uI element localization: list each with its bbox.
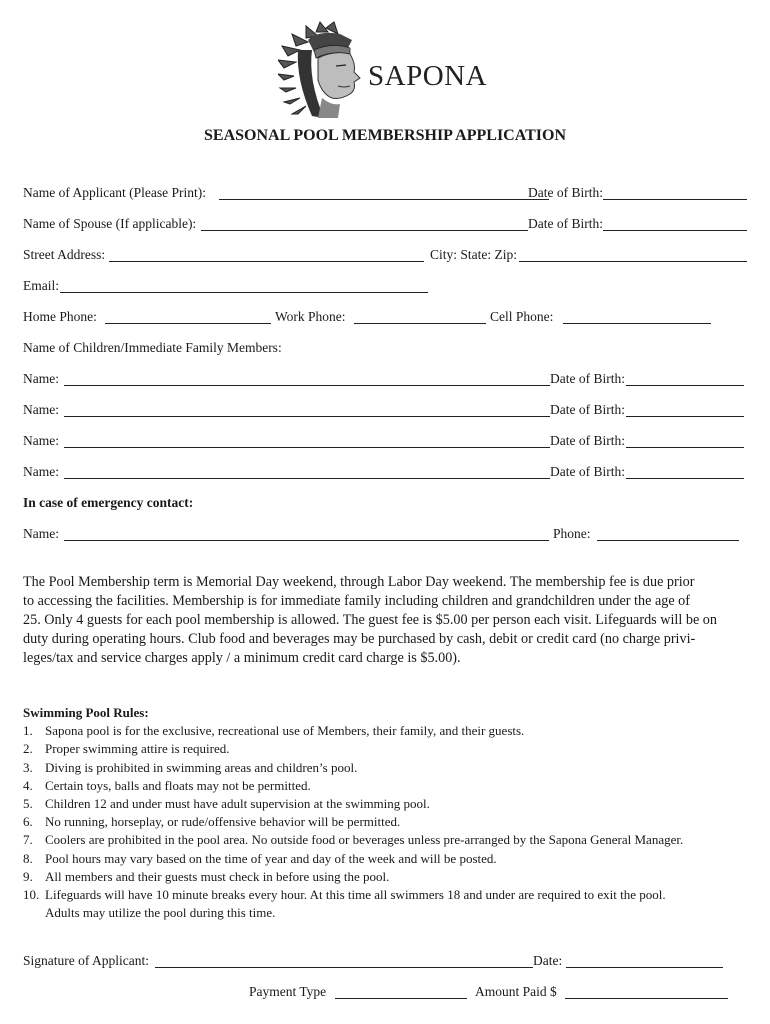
spouse-dob-label: Date of Birth: [528, 216, 603, 231]
rules-title: Swimming Pool Rules: [23, 705, 149, 720]
pool-rules [23, 704, 753, 922]
children-heading: Name of Children/Immediate Family Members: [23, 340, 282, 355]
children-heading-row [23, 340, 748, 360]
rule-item: 7. Coolers are prohibited in the pool area. No outside food or beverages unless pre-arranged by the Sapona General Manager. [23, 832, 684, 848]
emergency-heading-row [23, 495, 748, 515]
rule-item: 4. Certain toys, balls and floats may not be permitted. [23, 777, 311, 793]
child-dob-field[interactable] [626, 433, 744, 448]
child-dob-label: Date of Birth: [550, 402, 625, 417]
child-dob-field[interactable] [626, 402, 744, 417]
work-phone-field[interactable] [354, 309, 486, 324]
rule-item: 2. Proper swimming attire is required. [23, 741, 230, 757]
emergency-row [23, 526, 748, 546]
child-dob-label: Date of Birth: [550, 371, 625, 386]
child-row [23, 433, 748, 453]
child-name-label: Name: [23, 371, 59, 386]
address-row [23, 247, 748, 267]
spouse-name-field[interactable] [201, 216, 528, 231]
applicant-dob-field[interactable] [603, 185, 747, 200]
headdress-chief-icon [278, 20, 370, 122]
phone-row [23, 309, 748, 329]
child-dob-label: Date of Birth: [550, 433, 625, 448]
payment-type-field[interactable] [335, 984, 467, 999]
city-state-zip-field[interactable] [519, 247, 747, 262]
email-row [23, 278, 748, 298]
rule-item: 6. No running, horseplay, or rude/offensive behavior will be permitted. [23, 814, 401, 830]
emergency-name-field[interactable] [64, 526, 549, 541]
applicant-row [23, 185, 748, 205]
child-name-field[interactable] [64, 402, 550, 417]
rules-list [23, 722, 753, 922]
rule-item: 10. Lifeguards will have 10 minute breaks every hour. At this time all swimmers 18 and under are required to exit the pool. [23, 887, 666, 903]
emergency-heading: In case of emergency contact: [23, 495, 194, 510]
rule-item: 5. Children 12 and under must have adult supervision at the swimming pool. [23, 796, 430, 812]
signature-field[interactable] [155, 953, 533, 968]
child-name-label: Name: [23, 402, 59, 417]
emergency-name-label: Name: [23, 526, 59, 541]
street-field[interactable] [109, 247, 424, 262]
child-name-field[interactable] [64, 371, 550, 386]
child-name-field[interactable] [64, 433, 550, 448]
child-dob-field[interactable] [626, 371, 744, 386]
membership-line: 25. Only 4 guests for each pool membership is allowed. The guest fee is $5.00 per person each visit. Lifeguards will be on [23, 612, 717, 628]
page-title: SEASONAL POOL MEMBERSHIP APPLICATION [204, 127, 566, 144]
rule-item: 8. Pool hours may vary based on the time of year and day of the week and will be posted. [23, 850, 497, 866]
street-label: Street Address: [23, 247, 106, 262]
home-phone-label: Home Phone: [23, 309, 97, 324]
signature-date-label: Date: [533, 953, 563, 968]
emergency-phone-field[interactable] [597, 526, 739, 541]
city-state-zip-label: City: State: Zip: [430, 247, 517, 262]
child-name-label: Name: [23, 433, 59, 448]
payment-type-label: Payment Type [249, 984, 327, 999]
rule-item: 3. Diving is prohibited in swimming areas and children’s pool. [23, 759, 358, 775]
child-row [23, 464, 748, 484]
membership-terms [23, 573, 748, 668]
amount-paid-field[interactable] [565, 984, 728, 999]
home-phone-field[interactable] [105, 309, 271, 324]
applicant-dob-label: Date of Birth: [528, 185, 603, 200]
applicant-name-field[interactable] [219, 185, 549, 200]
rule-item: Adults may utilize the pool during this time. [45, 905, 276, 921]
membership-line: duty during operating hours. Club food and beverages may be purchased by cash, debit or credit card (no charge privi- [23, 631, 696, 647]
child-row [23, 371, 748, 391]
child-name-label: Name: [23, 464, 59, 479]
rule-item: 9. All members and their guests must check in before using the pool. [23, 868, 390, 884]
spouse-row [23, 216, 748, 236]
child-dob-label: Date of Birth: [550, 464, 625, 479]
membership-line: to accessing the facilities. Membership is for immediate family including children and grandchildren under the age of [23, 593, 690, 609]
email-label: Email: [23, 278, 59, 293]
cell-phone-label: Cell Phone: [490, 309, 554, 324]
child-dob-field[interactable] [626, 464, 744, 479]
spouse-label: Name of Spouse (If applicable): [23, 216, 197, 231]
spouse-dob-field[interactable] [603, 216, 747, 231]
signature-row [23, 953, 748, 973]
child-row [23, 402, 748, 422]
signature-date-field[interactable] [566, 953, 723, 968]
rule-item: 1. Sapona pool is for the exclusive, recreational use of Members, their family, and their guests. [23, 723, 525, 739]
payment-row [23, 984, 748, 1004]
email-field[interactable] [60, 278, 428, 293]
membership-line: The Pool Membership term is Memorial Day weekend, through Labor Day weekend. The membership fee is due prior [23, 574, 695, 590]
brand-name: SAPONA [368, 60, 488, 92]
work-phone-label: Work Phone: [275, 309, 346, 324]
amount-paid-label: Amount Paid $ [475, 984, 557, 999]
applicant-label: Name of Applicant (Please Print): [23, 185, 206, 200]
signature-label: Signature of Applicant: [23, 953, 149, 968]
cell-phone-field[interactable] [563, 309, 711, 324]
child-name-field[interactable] [64, 464, 550, 479]
membership-line: leges/tax and service charges apply / a minimum credit card charge is $5.00). [23, 650, 461, 666]
emergency-phone-label: Phone: [553, 526, 591, 541]
